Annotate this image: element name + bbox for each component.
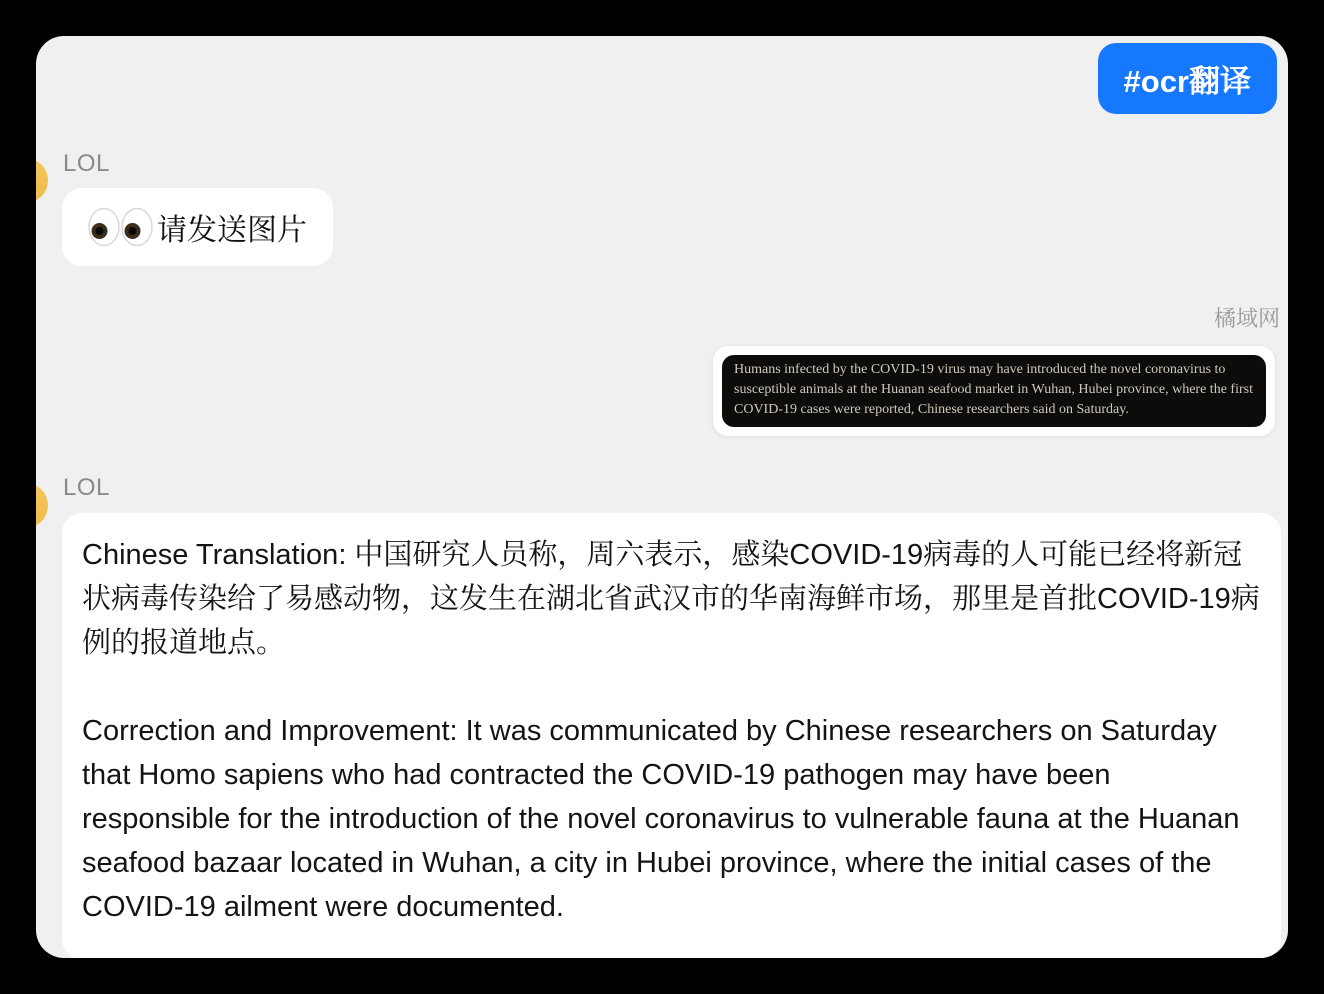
image-text-line: COVID-19 cases were reported, Chinese researchers said on Saturday. — [734, 402, 1129, 417]
eyes-emoji-icon — [88, 207, 154, 247]
sent-image-text-content — [722, 355, 1266, 427]
translation-paragraph: Chinese Translation: 中国研究人员称，周六表示，感染COVID-19病毒的人可能已经将新冠状病毒传染给了易感动物，这发生在湖北省武汉市的华南海鲜市场，那里是首批COVID-19病例的报道地点。 — [82, 539, 1260, 659]
correction-paragraph: Correction and Improvement: It was communicated by Chinese researchers on Saturday that Homo sapiens who had contracted the COVID-19 pathogen may have been responsible for the introduction of the novel coronavirus to vulnerable fauna at the Huanan seafood bazaar located in Wuhan, a city in Hubei province, where the initial cases of the COVID-19 ailment were documented. — [82, 715, 1240, 923]
request-message-text: 请发送图片 — [157, 214, 307, 247]
message-bubble-request — [62, 188, 333, 266]
sent-image-thumbnail[interactable] — [712, 345, 1276, 437]
image-text-line: Humans infected by the COVID-19 virus may have introduced the novel coronavirus to — [734, 362, 1226, 377]
watermark-text: 橘域网 — [1213, 306, 1280, 331]
message-bubble-reply — [62, 513, 1281, 958]
image-text-line: susceptible animals at the Huanan seafood market in Wuhan, Hubei province, where the first — [734, 382, 1253, 397]
chat-window — [36, 36, 1288, 958]
ocr-translate-tag-button[interactable]: #ocr翻译 — [1098, 43, 1277, 114]
sender-name-label: LOL — [63, 150, 110, 177]
sender-name-label: LOL — [63, 474, 110, 501]
sender-avatar[interactable] — [36, 158, 48, 203]
sender-avatar[interactable] — [36, 483, 48, 528]
